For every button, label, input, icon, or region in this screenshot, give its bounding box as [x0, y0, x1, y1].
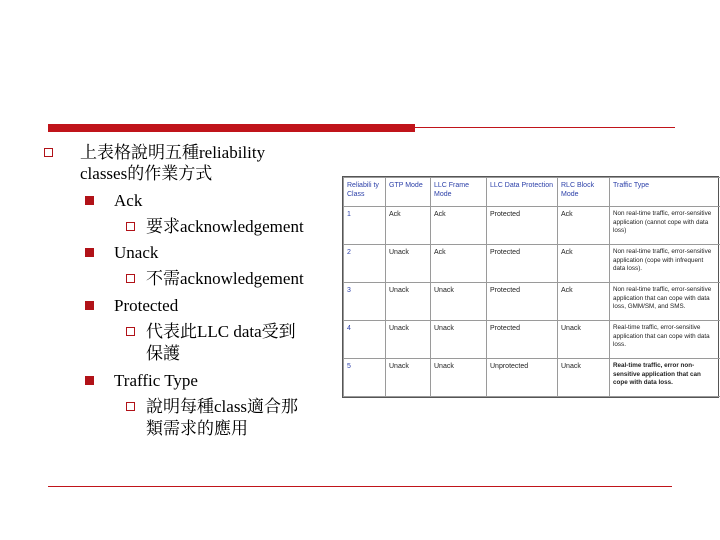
table-cell: Ack — [431, 245, 487, 283]
table-row — [344, 359, 720, 397]
table-cell: Real-time traffic, error-sensitive application that can cope with data loss. — [610, 321, 720, 359]
column-header: LLC Data Protection — [487, 178, 558, 207]
table-cell: Unack — [386, 245, 431, 283]
bullet-text: 要求acknowledgement — [146, 217, 304, 236]
column-header: LLC Frame Mode — [431, 178, 487, 207]
bullet-text: 類需求的應用 — [146, 419, 248, 438]
hollow-square-bullet-icon — [126, 274, 135, 283]
table-cell: Unack — [386, 359, 431, 397]
title-divider-line — [415, 127, 675, 128]
table-cell: Protected — [487, 207, 558, 245]
bullet-text: 不需acknowledgement — [146, 269, 304, 288]
table-cell: Ack — [386, 207, 431, 245]
table-cell: 4 — [344, 321, 386, 359]
table-cell: Unack — [431, 359, 487, 397]
column-header: GTP Mode — [386, 178, 431, 207]
reliability-class-table — [342, 176, 719, 398]
table-cell: Unack — [386, 321, 431, 359]
bullet-text: Ack — [114, 191, 143, 210]
table-cell: Protected — [487, 321, 558, 359]
table-cell: Unack — [386, 283, 431, 321]
table-cell: Ack — [558, 207, 610, 245]
table-cell: Non real-time traffic, error-sensitive application that can cope with data loss, GMM/SM, and SMS. — [610, 283, 720, 321]
footer-divider-line — [48, 486, 672, 487]
table-cell: Protected — [487, 283, 558, 321]
table-cell: Non real-time traffic, error-sensitive application (cope with infrequent data loss). — [610, 245, 720, 283]
column-header: RLC Block Mode — [558, 178, 610, 207]
table-cell: Non real-time traffic, error-sensitive application (cannot cope with data loss) — [610, 207, 720, 245]
bullet-text: classes的作業方式 — [80, 164, 213, 183]
table-cell: Unack — [431, 283, 487, 321]
table-cell: Ack — [558, 245, 610, 283]
table-cell: Real-time traffic, error non-sensitive application that can cope with data loss. — [610, 359, 720, 397]
table-cell: 2 — [344, 245, 386, 283]
table-cell: Ack — [431, 207, 487, 245]
bullet-text: 代表此LLC data受到 — [146, 322, 296, 341]
hollow-square-bullet-icon — [126, 222, 135, 231]
bullet-text: Protected — [114, 296, 179, 315]
bullet-text: Unack — [114, 243, 159, 262]
filled-square-bullet-icon — [85, 301, 94, 310]
hollow-square-bullet-icon — [126, 402, 135, 411]
table-cell: Unprotected — [487, 359, 558, 397]
table-row — [344, 207, 720, 245]
column-header: Reliabili ty Class — [344, 178, 386, 207]
filled-square-bullet-icon — [85, 248, 94, 257]
bullet-text: 保護 — [146, 344, 180, 363]
table-header-row — [344, 178, 720, 207]
column-header: Traffic Type — [610, 178, 720, 207]
filled-square-bullet-icon — [85, 376, 94, 385]
title-accent-bar — [48, 124, 415, 132]
table-cell: Unack — [558, 321, 610, 359]
bullet-text: 說明每種class適合那 — [146, 397, 299, 416]
bullet-text: 上表格說明五種reliability — [80, 143, 266, 162]
hollow-square-bullet-icon — [44, 148, 53, 157]
hollow-square-bullet-icon — [126, 327, 135, 336]
table-cell: Unack — [558, 359, 610, 397]
table-row — [344, 283, 720, 321]
table-row — [344, 321, 720, 359]
table-cell: Protected — [487, 245, 558, 283]
table-cell: 3 — [344, 283, 386, 321]
table-cell: 5 — [344, 359, 386, 397]
table-cell: Unack — [431, 321, 487, 359]
table-row — [344, 245, 720, 283]
bullet-text: Traffic Type — [114, 371, 198, 390]
filled-square-bullet-icon — [85, 196, 94, 205]
table-cell: Ack — [558, 283, 610, 321]
table-cell: 1 — [344, 207, 386, 245]
